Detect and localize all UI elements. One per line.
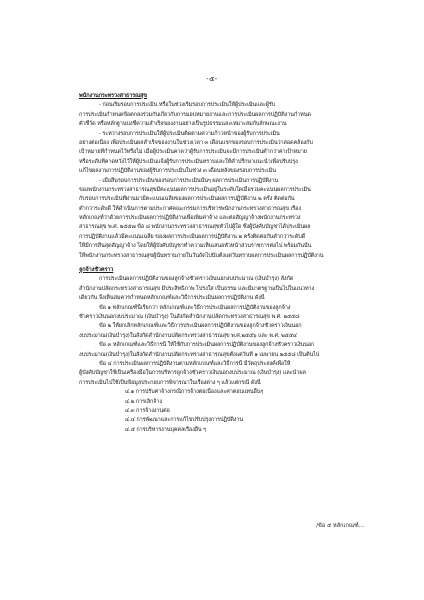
section-heading-ministry-staff: พนักงานกระทรวงสาธารณสุข (79, 93, 147, 99)
clause-line: งบประมาณ(เงินบำรุง)ในสังกัดสำนักงานปลัดกระทรวงสาธารณสุขตั้งแต่วันที่ ๑ เมษายน ๒๕๕๘ เป็นต้นไป (79, 351, 320, 358)
paragraph-line: สาธารณสุข พ.ศ. ๒๕๕๗ ข้อ ๘ พนักงานกระทรวงสาธารณสุขทั่วไปผู้ใด ซึ่งผู้บังคับบัญชาได้ประเมินผล (79, 224, 311, 231)
clause-line: ชั่วคราวเงินนอกงบประมาณ (เงินบำรุง) ในสังกัดสำนักงานปลัดกระทรวงสาธารณสุข พ.ศ. ๒๕๕๘ (79, 313, 300, 320)
clause-line: ข้อ ๔ การประเมินผลการปฏิบัติงานตามหลักเกณฑ์และวิธีการนี้ มีวัตถุประสงค์เพื่อให้ (99, 360, 291, 367)
clause-line: การประเมินไปใช้เป็นข้อมูลประกอบการพิจารณาในเรื่องต่าง ๆ แล้วแต่กรณี ดังนี้ (79, 379, 261, 386)
clause-line: ข้อ ๓ หลักเกณฑ์และวิธีการนี้ ให้ใช้กับการประเมินผลการปฏิบัติงานของลูกจ้างชั่วคราวเงินนอก (99, 342, 315, 349)
paragraph-line: หลักเกณฑ์ว่าด้วยการประเมินผลการปฏิบัติงานเพื่อเพิ่มค่าจ้าง และต่อสัญญาจ้างพนักงานกระทรวง (79, 215, 301, 222)
paragraph-line: - ก่อนเริ่มรอบการประเมิน หรือในช่วงเริ่มรอบการประเมินให้ผู้ประเมินและผู้รับ (99, 102, 276, 109)
paragraph-line: การปฏิบัติงานแล้วมีคะแนนเฉลี่ย ของผลการประเมินผลการปฏิบัติงาน ๒ ครั้งติดต่อกันต่ำกว่าระดับดี (79, 233, 306, 240)
paragraph-line: กับรอบการประเมินที่ผ่านมามีคะแนนเฉลี่ยของผลการประเมินผลการปฏิบัติงาน ๒ ครั้ง ติดต่อกัน (79, 196, 295, 203)
paragraph-line: หรือระดับที่คาดหวังไว้ให้ผู้ประเมินแจ้งผู้รับการประเมินทราบและให้คำปรึกษาแนะนำเพื่อปรับปรุง (79, 158, 298, 165)
paragraph-line: ให้มีการสิ้นสุดสัญญาจ้าง โดยให้ผู้บังคับบัญชาทำความเห็นเสนอหัวหน้าส่วนราชการต่อไป พร้อมกันนั้น (79, 243, 312, 250)
paragraph-line: - เมื่อสิ้นรอบการประเมินของรอบการประเมินนั้นๆ ผลการประเมินการปฏิบัติงาน (99, 177, 279, 184)
clause-line: ข้อ ๒ ให้ยกเลิกหลักเกณฑ์และวิธีการประเมินผลการปฏิบัติงานของลูกจ้างชั่วคราวเงินนอก (99, 323, 302, 330)
paragraph-line: เป้าหมายที่กำหนดไว้หรือไม่ เมื่อผู้ประเมินคาดว่าผู้รับการประเมินจะมีการประเมินต่ำกว่าค่าเป้าหมาย (79, 149, 307, 156)
list-item: ๔.๕ การบริหารงานบุคคลเรื่องอื่น ๆ (125, 426, 207, 433)
intro-line: เดียวกัน จึงเห็นสมควรกำหนดหลักเกณฑ์และวิธีการประเมินผลการปฏิบัติงาน ดังนี้ (79, 295, 265, 302)
document-body (79, 92, 379, 435)
list-item: ๔.๒ การเลิกจ้าง (125, 398, 162, 405)
clause-line: ข้อ ๑ หลักเกณฑ์นี้เรียกว่า หลักเกณฑ์และวิธีการประเมินผลการปฏิบัติงานของลูกจ้าง (99, 304, 291, 311)
paragraph-line: ตัวชี้วัด หรือหลักฐานบ่งชี้ความสำเร็จของงานอย่างเป็นรูปธรรมและเหมาะสมกับลักษณะงาน (79, 121, 287, 128)
paragraph-line: ต่ำกว่าระดับดี ให้ดำเนินการตามประกาศคณะกรรมการบริหารพนักงานกระทรวงสาธารณสุข เรื่อง (79, 205, 301, 212)
list-item: ๔.๑ การปรับค่าจ้างกรณีการจ้างต่อเนื่องและค่าตอบแทนอื่นๆ (125, 389, 264, 396)
page-number: -๕- (206, 75, 218, 83)
paragraph-line: ให้พนักงานกระทรวงสาธารณสุขผู้นั้นทราบภายในวันถัดไปนับตั้งแต่วันทราบผลการประเมินผลการปฏิบัติงาน (79, 252, 324, 259)
paragraph-line: อย่างต่อเนื่อง เพื่อประเมินผลสำเร็จของงานในช่วงเวลา ๓ เดือนแรกของรอบการประเมินว่าสอดคล้องกับ (79, 139, 313, 146)
paragraph-line: แก้ไขผลงานการปฏิบัติงานของผู้รับการประเมินในช่วง ๓ เดือนหลังของรอบการประเมิน (79, 168, 276, 175)
intro-line: การประเมินผลการปฏิบัติงานของลูกจ้างชั่วคราวเงินนอกงบประมาณ (เงินบำรุง) สังกัด (99, 276, 294, 283)
paragraph-line: ของพนักงานกระทรวงสาธารณสุขมีคะแนนผลการประเมินอยู่ในระดับใดเมื่อรวมคะแนนผลการประเมิน (79, 186, 311, 193)
paragraph-line: - ระหว่างรอบการประเมินให้ผู้ประเมินติดตามความก้าวหน้าของผู้รับการประเมิน (99, 130, 280, 137)
clause-line: ผู้บังคับบัญชาใช้เป็นเครื่องมือในการบริหารลูกจ้างชั่วคราวเงินนอกงบประมาณ (เงินบำรุง) และนำผล (79, 370, 306, 377)
list-item: ๔.๔ การพัฒนาและการแก้ไขปรับปรุงการปฏิบัติงาน (125, 417, 244, 424)
list-item: ๔.๓ การจ้างงานต่อ (125, 407, 170, 414)
continuation-note: /ข้อ ๕ หลักเกณฑ์... (316, 523, 364, 529)
clause-line: งบประมาณ(เงินบำรุง)ในสังกัดสำนักงานปลัดกระทรวงสาธารณสุข พ.ศ.๒๕๕๖ และ พ.ศ. ๒๕๕๔ (79, 332, 297, 339)
paragraph-line: การประเมินกำหนดข้อตกลงร่วมกันเกี่ยวกับการมอบหมายงานและการประเมินผลการปฏิบัติงานกำหนด (79, 111, 311, 118)
intro-line: สำนักงานปลัดกระทรวงสาธารณสุข มีประสิทธิภาพ โปร่งใส เป็นธรรม และมีมาตรฐานเป็นไปในแนวทาง (79, 285, 315, 292)
section-heading-temporary-employee: ลูกจ้างชั่วคราว (79, 267, 114, 274)
